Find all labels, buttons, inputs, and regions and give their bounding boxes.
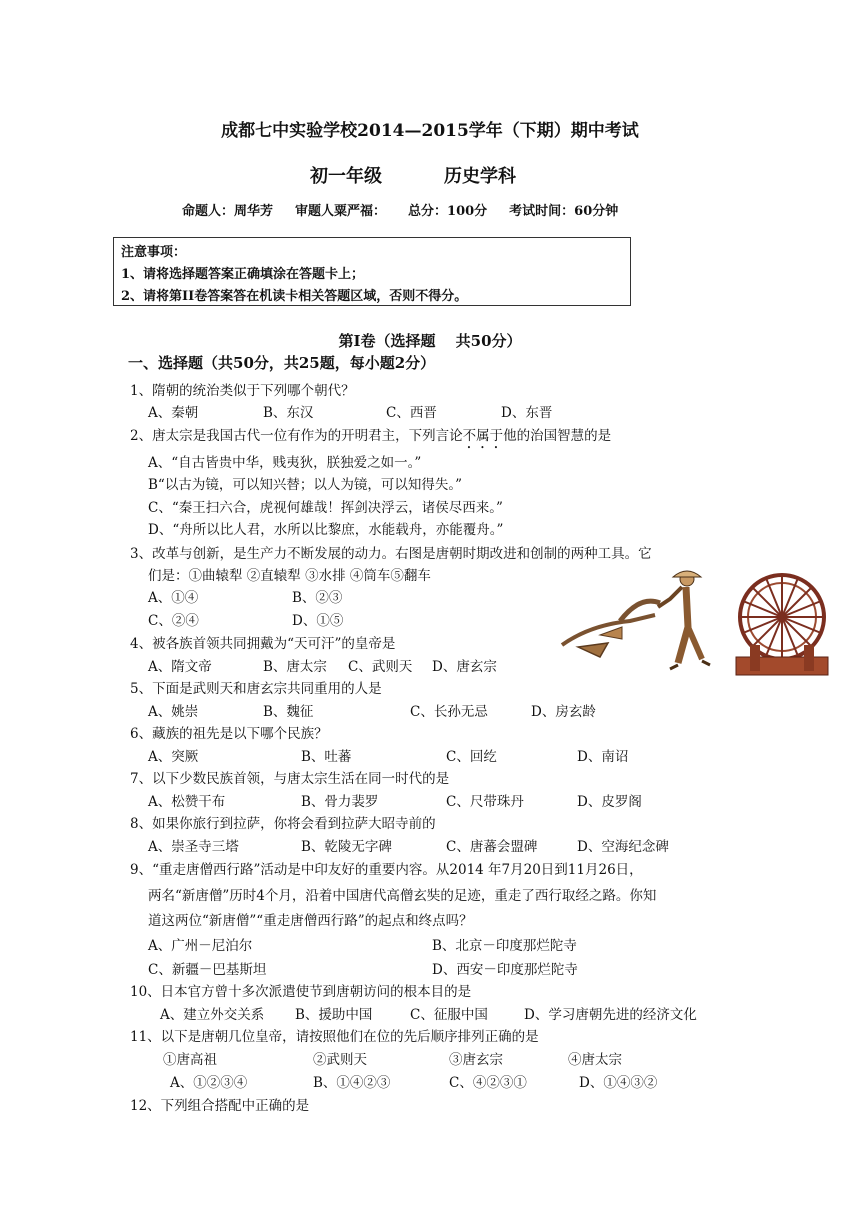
q4-option-d: D、唐玄宗 xyxy=(432,659,497,675)
notice-item-2: 2、请将第II卷答案答在机读卡相关答题区域，否则不得分。 xyxy=(121,289,468,304)
q9-option-b: B、北京－印度那烂陀寺 xyxy=(432,938,577,954)
question-3-stem-line2: 们是：①曲辕犁 ②直辕犁 ③水排 ④筒车⑤翻车 xyxy=(148,568,431,584)
question-12-stem: 12、下列组合搭配中正确的是 xyxy=(130,1098,310,1114)
q11-option-a: A、①②③④ xyxy=(170,1075,248,1091)
question-7-stem: 7、以下少数民族首领，与唐太宗生活在同一时代的是 xyxy=(130,771,450,787)
q6-option-d: D、南诏 xyxy=(577,749,629,765)
q11-item-2: ②武则天 xyxy=(313,1052,367,1068)
q2-option-b: B“以古为镜，可以知兴替；以人为镜，可以知得失。” xyxy=(148,477,462,493)
q11-item-4: ④唐太宗 xyxy=(568,1052,622,1068)
q10-option-c: C、征服中国 xyxy=(410,1007,488,1023)
question-4-stem: 4、被各族首领共同拥戴为“天可汗”的皇帝是 xyxy=(130,636,396,652)
q6-option-b: B、吐蕃 xyxy=(301,749,352,765)
q6-option-a: A、突厥 xyxy=(148,749,199,765)
exam-title: 成都七中实验学校2014—2015学年（下期）期中考试 xyxy=(221,121,639,141)
q8-option-d: D、空海纪念碑 xyxy=(577,839,669,855)
setter-label: 命题人：周华芳 xyxy=(182,204,274,219)
notice-box xyxy=(113,237,631,306)
section-title: 第Ⅰ卷（选择题 共50分） xyxy=(338,332,522,350)
exam-meta xyxy=(182,200,618,219)
q5-option-d: D、房玄龄 xyxy=(531,704,596,720)
q2-option-d: D、“舟所以比人君，水所以比黎庶，水能载舟，亦能覆舟。” xyxy=(148,522,504,538)
question-6-stem: 6、藏族的祖先是以下哪个民族？ xyxy=(130,726,328,742)
q3-option-b: B、②③ xyxy=(292,590,343,606)
q3-option-c: C、②④ xyxy=(148,613,199,629)
q2-option-a: A、“自古皆贵中华，贱夷狄，朕独爱之如一。” xyxy=(148,455,422,471)
total-score: 总分：100分 xyxy=(408,204,488,219)
plow-and-waterwheel-illustration xyxy=(560,565,860,683)
q10-option-b: B、援助中国 xyxy=(295,1007,373,1023)
emphasis-not: 不属于 xyxy=(462,428,504,444)
question-3-stem-line1: 3、改革与创新，是生产力不断发展的动力。右图是唐朝时期改进和创制的两种工具。它 xyxy=(130,546,652,562)
q4-option-a: A、隋文帝 xyxy=(148,659,212,675)
question-10-stem: 10、日本官方曾十多次派遣使节到唐朝访问的根本目的是 xyxy=(130,984,472,1000)
tools-figure-svg xyxy=(560,565,860,683)
q9-option-c: C、新疆－巴基斯坦 xyxy=(148,962,267,978)
q9-option-d: D、西安－印度那烂陀寺 xyxy=(432,962,578,978)
question-5-stem: 5、下面是武则天和唐玄宗共同重用的人是 xyxy=(130,681,382,697)
q6-option-c: C、回纥 xyxy=(446,749,497,765)
q7-option-c: C、尺带珠丹 xyxy=(446,794,524,810)
q3-option-a: A、①④ xyxy=(148,590,199,606)
q10-option-a: A、建立外交关系 xyxy=(160,1007,265,1023)
reviewer-label: 审题人粟严福： xyxy=(295,204,387,219)
notice-item-1: 1、请将选择题答案正确填涂在答题卡上； xyxy=(121,267,365,282)
notice-title: 注意事项： xyxy=(121,245,187,260)
q11-option-c: C、④②③① xyxy=(449,1075,527,1091)
q11-option-d: D、①④③② xyxy=(579,1075,658,1091)
q7-option-d: D、皮罗阁 xyxy=(577,794,642,810)
q3-option-d: D、①⑤ xyxy=(292,613,344,629)
q7-option-b: B、骨力裴罗 xyxy=(301,794,379,810)
q1-option-a: A、秦朝 xyxy=(148,405,199,421)
q11-item-1: ①唐高祖 xyxy=(163,1052,217,1068)
question-11-stem: 11、以下是唐朝几位皇帝，请按照他们在位的先后顺序排列正确的是 xyxy=(130,1029,539,1045)
q11-option-b: B、①④②③ xyxy=(313,1075,391,1091)
question-9-stem-line1: 9、“重走唐僧西行路”活动是中印友好的重要内容。从2014 年7月20日到11月26日， xyxy=(130,862,643,878)
q5-option-b: B、魏征 xyxy=(263,704,314,720)
exam-subtitle xyxy=(310,162,516,188)
q5-option-c: C、长孙无忌 xyxy=(410,704,488,720)
q5-option-a: A、姚崇 xyxy=(148,704,199,720)
q10-option-d: D、学习唐朝先进的经济文化 xyxy=(524,1007,697,1023)
q7-option-a: A、松赞干布 xyxy=(148,794,226,810)
q4-option-c: C、武则天 xyxy=(348,659,413,675)
q8-option-b: B、乾陵无字碑 xyxy=(301,839,392,855)
q1-option-b: B、东汉 xyxy=(263,405,314,421)
q8-option-c: C、唐蕃会盟碑 xyxy=(446,839,538,855)
section-subtitle: 一、选择题（共50分，共25题，每小题2分） xyxy=(128,354,436,372)
q1-option-c: C、西晋 xyxy=(386,405,437,421)
exam-time: 考试时间：60分钟 xyxy=(509,204,619,219)
q4-option-b: B、唐太宗 xyxy=(263,659,327,675)
q8-option-a: A、崇圣寺三塔 xyxy=(148,839,239,855)
question-9-stem-line3: 道这两位“新唐僧”“重走唐僧西行路”的起点和终点吗？ xyxy=(148,913,473,929)
question-1-stem: 1、隋朝的统治类似于下列哪个朝代？ xyxy=(130,383,355,399)
q1-option-d: D、东晋 xyxy=(501,405,553,421)
question-2-stem: 2、唐太宗是我国古代一位有作为的开明君主，下列言论不属于他的治国智慧的是 xyxy=(130,428,612,444)
question-8-stem: 8、如果你旅行到拉萨，你将会看到拉萨大昭寺前的 xyxy=(130,816,436,832)
grade-label: 初一年级 xyxy=(310,166,382,187)
q2-option-c: C、“秦王扫六合，虎视何雄哉！挥剑决浮云，诸侯尽西来。” xyxy=(148,500,503,516)
subject-label: 历史学科 xyxy=(444,166,516,187)
question-9-stem-line2: 两名“新唐僧”历时4个月，沿着中国唐代高僧玄奘的足迹，重走了西行取经之路。你知 xyxy=(148,888,657,904)
q9-option-a: A、广州－尼泊尔 xyxy=(148,938,253,954)
q11-item-3: ③唐玄宗 xyxy=(449,1052,503,1068)
